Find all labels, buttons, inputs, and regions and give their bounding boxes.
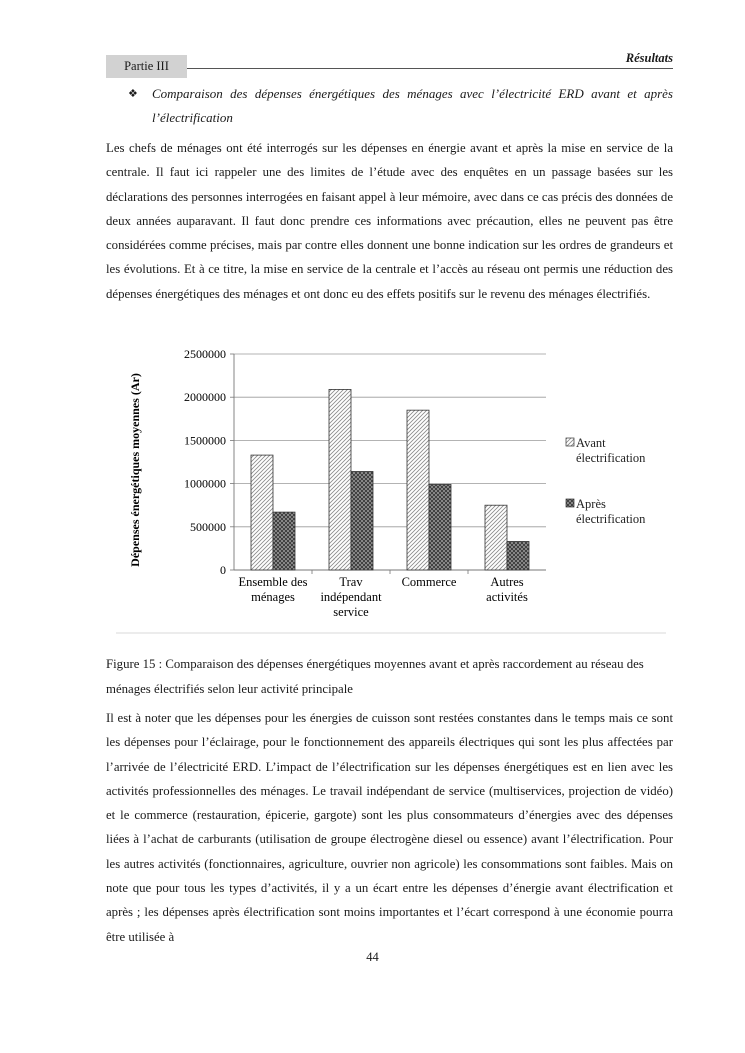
- diamond-bullet-icon: ❖: [128, 88, 138, 100]
- bar-apres: [273, 512, 295, 570]
- bar-apres: [351, 472, 373, 570]
- header-rule: [187, 68, 673, 69]
- x-category-line: activités: [486, 590, 528, 604]
- x-category-line: ménages: [251, 590, 295, 604]
- part-label: Partie III: [106, 55, 187, 78]
- x-category-line: indépendant: [320, 590, 382, 604]
- bar-chart: [106, 335, 673, 635]
- figure-chart: [106, 335, 673, 635]
- bar-avant: [329, 389, 351, 570]
- x-category-label: [486, 575, 528, 604]
- legend-swatch: [566, 499, 574, 507]
- x-category-label: [320, 575, 382, 619]
- legend-label-line: Avant: [576, 436, 606, 450]
- y-tick-label: 1500000: [184, 433, 226, 448]
- x-category-line: Trav: [339, 575, 363, 589]
- bar-apres: [507, 541, 529, 570]
- legend-label: [576, 436, 646, 465]
- analysis-paragraph: Il est à noter que les dépenses pour les énergies de cuisson sont restées constantes dans le temps mais ce sont les dépenses pour l’éclairage, pour le fonctionnement des appareils électriques qui sont les plus affectées par l’arrivée de l’électricité ERD. L’impact de l’électrification sur les dépenses énergétiques est en lien avec les activités professionnelles des ménages. Le travail indépendant de service (multiservices, projection de vidéo) et le commerce (restauration, épicerie, gargote) sont les plus consommateurs d’énergies avec des dépenses liées à l’achat de carburants (utilisation de groupe électrogène diesel ou essence) avant l’électrification. Pour les autres activités (fonctionnaires, agriculture, ouvrier non agricole) les consommations sont faibles. Mais on note que pour tous les types d’activités, il y a un écart entre les dépenses d’énergie avant électrification et après ; les dépenses après électrification sont moins importantes et l’écart correspond à une économie pourra être utilisée à: [106, 711, 673, 944]
- intro-paragraph: Les chefs de ménages ont été interrogés sur les dépenses en énergie avant et après la mise en service de la centrale. Il faut ici rappeler une des limites de l’étude avec des enquêtes en un passage basées sur les déclarations des personnes interrogées en faisant appel à leur mémoire, avec dans ce cas précis des données de deux années auparavant. Il faut donc prendre ces informations avec précaution, elles ne peuvent pas être considérées comme précises, mais par contre elles donnent une bonne indication sur les ordres de grandeurs et les évolutions. Et à ce titre, la mise en service de la centrale et l’accès au réseau ont permis une réduction des dépenses énergétiques des ménages et ont donc eu des effets positifs sur le revenu des ménages électrifiés.: [106, 141, 673, 301]
- legend-swatch: [566, 438, 574, 446]
- x-category-line: service: [333, 605, 369, 619]
- page-header: [106, 51, 673, 79]
- bar-avant: [485, 505, 507, 570]
- x-category-line: Autres: [490, 575, 524, 589]
- bar-avant: [251, 455, 273, 570]
- heading-text: Comparaison des dépenses énergétiques des ménages avec l’électricité ERD avant et après l’électrification: [152, 86, 673, 125]
- bar-apres: [429, 484, 451, 570]
- y-tick-label: 1000000: [184, 476, 226, 491]
- legend-label-line: électrification: [576, 451, 646, 465]
- x-category-line: Ensemble des: [238, 575, 308, 589]
- figure-caption: Figure 15 : Comparaison des dépenses énergétiques moyennes avant et après raccordement au réseau des ménages électrifiés selon leur activité principale: [106, 657, 644, 696]
- x-category-line: Commerce: [401, 575, 457, 589]
- y-tick-label: 2000000: [184, 390, 226, 405]
- page-number: 44: [366, 950, 379, 964]
- section-heading: [128, 82, 673, 130]
- x-category-label: [238, 575, 307, 604]
- y-tick-label: 500000: [190, 519, 226, 534]
- x-category-label: [402, 575, 457, 589]
- y-tick-label: 0: [220, 563, 226, 577]
- legend-label-line: électrification: [576, 512, 646, 526]
- legend-label: [576, 497, 646, 526]
- bar-avant: [407, 410, 429, 570]
- section-title: Résultats: [625, 51, 673, 65]
- y-axis-label: Dépenses énergétiques moyennes (Ar): [128, 373, 142, 567]
- y-tick-label: 2500000: [184, 347, 226, 361]
- legend-label-line: Après: [576, 497, 606, 511]
